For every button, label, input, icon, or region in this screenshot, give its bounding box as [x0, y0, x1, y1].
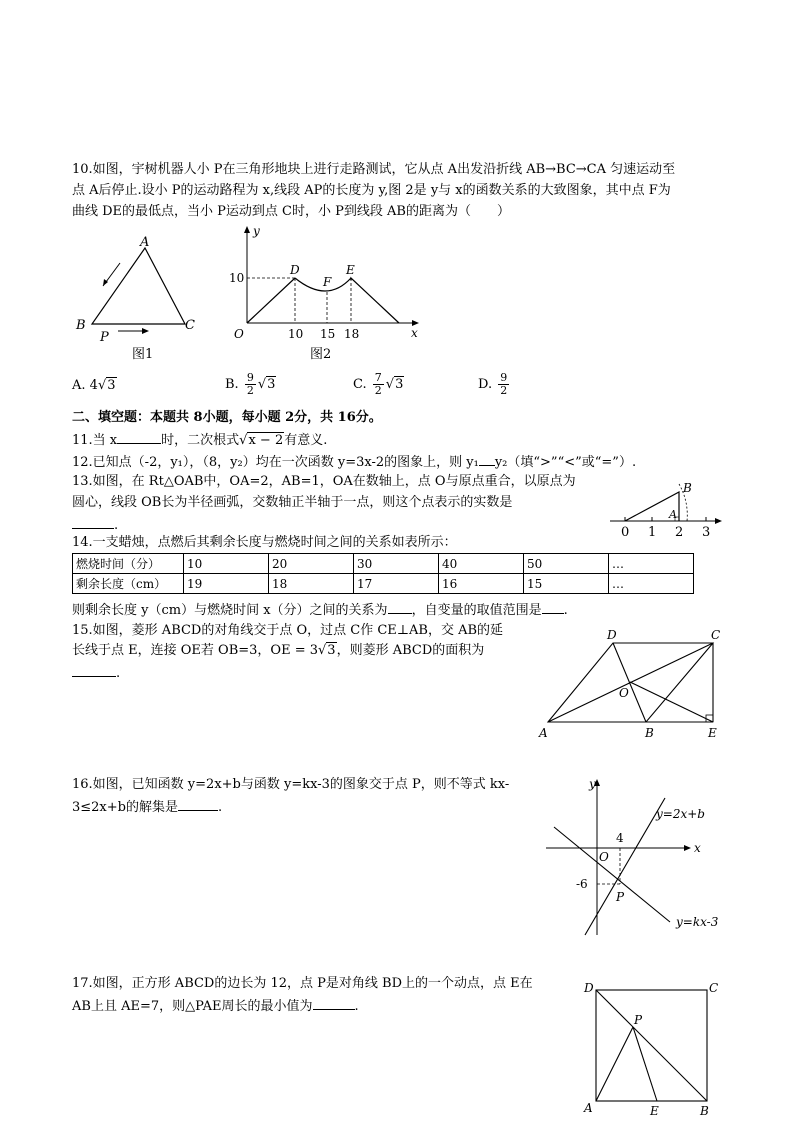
- fig1-label-c: C: [185, 318, 195, 333]
- fig2-caption: 图2: [310, 347, 332, 362]
- q11-blank[interactable]: [117, 429, 161, 444]
- fig2-x-tick-18: 18: [344, 327, 360, 341]
- q15-label-d: D: [607, 628, 617, 642]
- fig1-label-a: A: [140, 235, 150, 250]
- q13-tick-3: 3: [702, 525, 711, 540]
- q17-label-e: E: [650, 1104, 659, 1118]
- table-head-cell: 燃烧时间（分）: [73, 554, 184, 574]
- q13-tick-0: 0: [621, 525, 630, 540]
- q14-blank-2[interactable]: [542, 599, 564, 614]
- q10-option-a: A. 4√3: [72, 378, 116, 393]
- q17-line2: AB上且 AE=7，则△PAE周长的最小值为 .: [72, 995, 359, 1017]
- fig1-label-b: B: [76, 318, 86, 333]
- q13-tick-1: 1: [648, 525, 657, 540]
- q16-y-label: y: [589, 777, 596, 791]
- q15-line1: 15.如图，菱形 ABCD的对角线交于点 O，过点 C作 CE⊥AB，交 AB的延: [72, 623, 504, 638]
- fig2-x-label: x: [411, 326, 418, 340]
- table-cell: 15: [524, 574, 609, 594]
- table-cell: 20: [269, 554, 354, 574]
- fig2-label-d: D: [290, 263, 300, 277]
- q14-blank-1[interactable]: [388, 599, 412, 614]
- q16-line1: 16.如图，已知函数 y=2x+b与函数 y=kx-3的图象交于点 P，则不等式 kx-: [72, 777, 510, 792]
- fig1-label-p: P: [100, 330, 109, 345]
- q11: 11.当 x 时，二次根式√x − 2有意义.: [72, 429, 327, 451]
- table-head-cell: 剩余长度（cm）: [73, 574, 184, 594]
- q12-blank[interactable]: [479, 451, 495, 466]
- q16-label-p: P: [616, 890, 625, 904]
- q14-intro: 14.一支蜡烛，点燃后其剩余长度与燃烧时间之间的关系如表所示：: [72, 535, 457, 550]
- q13-label-b: B: [683, 481, 692, 495]
- q17-label-b: B: [700, 1104, 709, 1118]
- q13-label-a: A: [669, 508, 677, 521]
- q15-figure: [535, 625, 730, 743]
- q16-x-label: x: [694, 841, 701, 855]
- q13-blank[interactable]: [72, 514, 114, 529]
- fig2-y-tick-10: 10: [229, 271, 245, 285]
- q17-label-c: C: [709, 981, 719, 995]
- q16-tick-neg6: -6: [576, 877, 588, 891]
- q15-blank[interactable]: [72, 662, 116, 677]
- q17-blank[interactable]: [313, 995, 355, 1010]
- section-title: 二、填空题：本题共 8小题，每小题 2分，共 16分。: [72, 410, 382, 425]
- table-row: [73, 574, 694, 594]
- table-cell: …: [609, 554, 694, 574]
- q16-line1-label: y=2x+b: [656, 807, 705, 821]
- q15-label-c: C: [711, 628, 721, 642]
- q16-tick-4: 4: [616, 831, 624, 845]
- q15-label-e: E: [708, 726, 717, 740]
- q14-tail: 则剩余长度 y（cm）与燃烧时间 x（分）之间的关系为 ，自变量的取值范围是 .: [72, 599, 568, 621]
- table-cell: 30: [354, 554, 439, 574]
- q13-line3: .: [72, 514, 118, 536]
- table-cell: 10: [184, 554, 269, 574]
- q10-figure2: [225, 222, 425, 368]
- fig1-caption: 图1: [132, 347, 154, 362]
- q16-origin: O: [599, 850, 609, 864]
- q14-table: [72, 553, 694, 594]
- table-cell: 19: [184, 574, 269, 594]
- q13-line1: 13.如图，在 Rt△OAB中，OA=2，AB=1，OA在数轴上，点 O与原点重合，以原点为: [72, 474, 576, 489]
- q10-option-c: C. $\frac{7}{2}$ √3: [353, 371, 404, 397]
- q12: 12.已知点（-2，y₁），（8，y₂）均在一次函数 y=3x-2的图象上，则 y₁ y₂（填“>”“<”或“=”）.: [72, 451, 636, 473]
- q10-line1: 10.如图，宇树机器人小 P在三角形地块上进行走路测试，它从点 A出发沿折线 AB→BC→CA 匀速运动至: [72, 162, 676, 177]
- q16-figure: [540, 770, 730, 940]
- q16-line2-label: y=kx-3: [676, 915, 719, 929]
- q17-label-d: D: [584, 981, 594, 995]
- table-cell: 17: [354, 574, 439, 594]
- table-row: [73, 554, 694, 574]
- q15-label-o: O: [619, 686, 629, 700]
- fig2-origin: O: [234, 327, 244, 341]
- q15-label-a: A: [539, 726, 548, 740]
- fig2-label-f: F: [323, 275, 332, 289]
- q15-line2: 长线于点 E，连接 OE若 OB=3，OE = 3√3，则菱形 ABCD的面积为: [72, 643, 485, 658]
- q10-line2: 点 A后停止.设小 P的运动路程为 x,线段 AP的长度为 y,图 2是 y与 x的函数关系的大致图象，其中点 F为: [72, 183, 671, 198]
- q13-tick-2: 2: [675, 525, 684, 540]
- q10-option-b: B. $\frac{9}{2}$ √3: [225, 371, 276, 397]
- q17-figure: [578, 978, 728, 1120]
- q17-label-p: P: [634, 1013, 643, 1027]
- table-cell: 50: [524, 554, 609, 574]
- q15-label-b: B: [645, 726, 654, 740]
- fig2-x-tick-15: 15: [320, 327, 336, 341]
- fig2-label-e: E: [346, 263, 355, 277]
- table-cell: 40: [439, 554, 524, 574]
- fig2-x-tick-10: 10: [288, 327, 304, 341]
- q10-line3: 曲线 DE的最低点，当小 P运动到点 C时，小 P到线段 AB的距离为（ ）: [72, 204, 510, 219]
- table-cell: 18: [269, 574, 354, 594]
- q15-line3: .: [72, 662, 120, 684]
- table-cell: 16: [439, 574, 524, 594]
- fig2-y-label: y: [253, 224, 260, 238]
- table-cell: …: [609, 574, 694, 594]
- q13-line2: 圆心，线段 OB长为半径画弧，交数轴正半轴于一点，则这个点表示的实数是: [72, 495, 513, 510]
- q13-figure: [605, 478, 730, 542]
- q16-blank[interactable]: [178, 796, 218, 811]
- q17-label-a: A: [584, 1101, 593, 1115]
- q16-line2: 3≤2x+b的解集是 .: [72, 796, 222, 818]
- q17-line1: 17.如图，正方形 ABCD的边长为 12，点 P是对角线 BD上的一个动点，点 E在: [72, 976, 533, 991]
- q10-figure1: [70, 228, 210, 368]
- q10-option-d: D. $\frac{9}{2}$: [478, 371, 508, 397]
